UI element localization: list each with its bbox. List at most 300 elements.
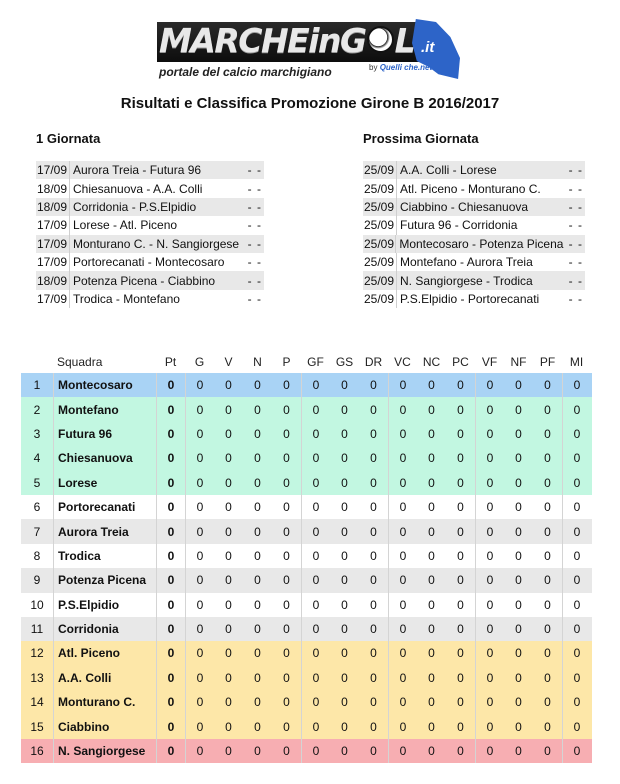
- team-position: 7: [33, 524, 41, 539]
- team-position: 10: [30, 597, 44, 612]
- stat-pc: 0: [457, 451, 464, 466]
- stat-nc: 0: [428, 622, 435, 637]
- team-name[interactable]: N. Sangiorgese: [53, 739, 156, 763]
- stat-pc: 0: [457, 719, 464, 734]
- column-header-pf: PF: [539, 354, 556, 369]
- stat-n: 0: [254, 378, 261, 393]
- fixture-row[interactable]: [36, 253, 264, 271]
- stat-pt: 0: [156, 495, 185, 519]
- standings-row[interactable]: [21, 690, 592, 714]
- fixture-teams[interactable]: Futura 96 - Corridonia: [400, 218, 518, 233]
- fixture-date: 18/09: [36, 271, 70, 289]
- team-name[interactable]: Monturano C.: [53, 690, 156, 714]
- stat-vc: 0: [388, 397, 417, 421]
- column-header-vf: VF: [481, 354, 498, 369]
- stat-p: 0: [283, 719, 290, 734]
- stat-pf: 0: [544, 670, 551, 685]
- fixture-date: 25/09: [363, 271, 397, 289]
- fixture-teams[interactable]: Portorecanati - Montecosaro: [73, 255, 225, 270]
- fixture-date: 25/09: [363, 253, 397, 271]
- stat-pf: 0: [544, 744, 551, 759]
- stat-vc: 0: [388, 641, 417, 665]
- stat-p: 0: [283, 402, 290, 417]
- stat-gs: 0: [341, 622, 348, 637]
- standings-row[interactable]: [21, 373, 592, 397]
- stat-v: 0: [225, 719, 232, 734]
- stat-pf: 0: [544, 719, 551, 734]
- standings-row[interactable]: [21, 471, 592, 495]
- stat-vc: 0: [388, 714, 417, 738]
- fixture-row[interactable]: [363, 179, 585, 197]
- standings-row[interactable]: [21, 568, 592, 592]
- stat-p: 0: [283, 573, 290, 588]
- current-round-title: 1 Giornata: [36, 131, 101, 146]
- stat-dr: 0: [370, 475, 377, 490]
- stat-nf: 0: [515, 573, 522, 588]
- stat-pc: 0: [457, 622, 464, 637]
- stat-pc: 0: [457, 500, 464, 515]
- stat-nc: 0: [428, 646, 435, 661]
- stat-gs: 0: [341, 695, 348, 710]
- stat-gs: 0: [341, 548, 348, 563]
- stat-pc: 0: [457, 548, 464, 563]
- stat-dr: 0: [370, 524, 377, 539]
- stat-nc: 0: [428, 475, 435, 490]
- stat-p: 0: [283, 670, 290, 685]
- fixture-row[interactable]: [36, 271, 264, 289]
- team-name[interactable]: P.S.Elpidio: [53, 593, 156, 617]
- stat-vf: 0: [475, 617, 504, 641]
- team-position: 13: [30, 670, 44, 685]
- fixture-row[interactable]: [36, 290, 264, 308]
- team-name[interactable]: Potenza Picena: [53, 568, 156, 592]
- standings-row[interactable]: [21, 495, 592, 519]
- team-position: 16: [30, 744, 44, 759]
- stat-gf: 0: [301, 568, 330, 592]
- stat-n: 0: [254, 622, 261, 637]
- stat-gs: 0: [341, 500, 348, 515]
- column-header-v: V: [224, 354, 233, 369]
- fixture-row[interactable]: [363, 216, 585, 234]
- fixture-row[interactable]: [363, 235, 585, 253]
- fixture-result: - -: [568, 163, 583, 178]
- stat-p: 0: [283, 597, 290, 612]
- stat-vf: 0: [475, 373, 504, 397]
- standings-row[interactable]: [21, 446, 592, 470]
- stat-pf: 0: [544, 597, 551, 612]
- stat-pt: 0: [156, 446, 185, 470]
- fixture-date: 25/09: [363, 290, 397, 308]
- fixture-teams[interactable]: N. Sangiorgese - Trodica: [400, 273, 533, 288]
- stat-p: 0: [283, 524, 290, 539]
- stat-pc: 0: [457, 670, 464, 685]
- stat-g: 0: [185, 617, 214, 641]
- stat-dr: 0: [370, 573, 377, 588]
- stat-p: 0: [283, 426, 290, 441]
- stat-pf: 0: [544, 500, 551, 515]
- stat-p: 0: [283, 475, 290, 490]
- team-position: 14: [30, 695, 44, 710]
- fixture-teams[interactable]: Potenza Picena - Ciabbino: [73, 273, 216, 288]
- stat-v: 0: [225, 378, 232, 393]
- current-round-fixtures: [36, 161, 264, 308]
- stat-n: 0: [254, 744, 261, 759]
- stat-n: 0: [254, 426, 261, 441]
- team-position: 1: [33, 378, 41, 393]
- stat-gf: 0: [301, 690, 330, 714]
- stat-g: 0: [185, 397, 214, 421]
- stat-pt: 0: [156, 397, 185, 421]
- stat-nc: 0: [428, 426, 435, 441]
- column-header-n: N: [253, 354, 262, 369]
- fixture-date: 25/09: [363, 235, 396, 253]
- column-header-p: P: [282, 354, 291, 369]
- stat-mi: 0: [562, 373, 591, 397]
- stat-mi: 0: [562, 495, 591, 519]
- stat-vc: 0: [388, 617, 417, 641]
- stat-nf: 0: [515, 597, 522, 612]
- stat-gs: 0: [341, 573, 348, 588]
- stat-pt: 0: [156, 471, 185, 495]
- stat-vf: 0: [475, 690, 504, 714]
- team-name[interactable]: Lorese: [53, 471, 156, 495]
- fixture-teams[interactable]: P.S.Elpidio - Portorecanati: [400, 291, 540, 306]
- fixture-result: - -: [568, 255, 583, 270]
- stat-dr: 0: [370, 426, 377, 441]
- stat-nf: 0: [515, 670, 522, 685]
- stat-gf: 0: [301, 422, 330, 446]
- stat-pc: 0: [457, 402, 464, 417]
- stat-n: 0: [254, 719, 261, 734]
- stat-p: 0: [283, 451, 290, 466]
- stat-g: 0: [185, 568, 214, 592]
- column-header-nf: NF: [510, 354, 527, 369]
- fixture-date: 18/09: [36, 198, 70, 216]
- fixture-result: - -: [247, 273, 262, 288]
- team-position: 9: [33, 573, 41, 588]
- fixture-date: 17/09: [36, 253, 70, 271]
- stat-pc: 0: [457, 475, 464, 490]
- standings-row[interactable]: [21, 617, 592, 641]
- stat-gf: 0: [301, 471, 330, 495]
- stat-pt: 0: [156, 519, 185, 543]
- stat-nc: 0: [428, 378, 435, 393]
- stat-v: 0: [225, 548, 232, 563]
- stat-g: 0: [185, 544, 214, 568]
- fixture-row[interactable]: [36, 235, 264, 253]
- stat-dr: 0: [370, 500, 377, 515]
- stat-n: 0: [254, 646, 261, 661]
- stat-vc: 0: [388, 373, 417, 397]
- stat-v: 0: [225, 524, 232, 539]
- stat-pf: 0: [544, 475, 551, 490]
- stat-vf: 0: [475, 666, 504, 690]
- stat-dr: 0: [370, 597, 377, 612]
- stat-nf: 0: [515, 744, 522, 759]
- stat-nc: 0: [428, 500, 435, 515]
- stat-vc: 0: [388, 471, 417, 495]
- fixture-result: - -: [247, 218, 262, 233]
- fixture-row[interactable]: [363, 290, 585, 308]
- stat-n: 0: [254, 475, 261, 490]
- fixture-result: - -: [247, 255, 262, 270]
- stat-gf: 0: [301, 519, 330, 543]
- stat-vf: 0: [475, 519, 504, 543]
- stat-v: 0: [225, 500, 232, 515]
- stat-gs: 0: [341, 378, 348, 393]
- fixture-teams[interactable]: Trodica - Montefano: [73, 291, 180, 306]
- stat-gf: 0: [301, 397, 330, 421]
- standings-row[interactable]: [21, 714, 592, 738]
- logo-by-credit: by Quelli che.net: [369, 63, 433, 72]
- fixture-teams[interactable]: Corridonia - P.S.Elpidio: [73, 199, 197, 214]
- logo-tld: .it: [421, 39, 435, 56]
- fixture-row[interactable]: [36, 216, 264, 234]
- fixture-result: - -: [247, 181, 262, 196]
- fixture-teams[interactable]: Atl. Piceno - Monturano C.: [400, 181, 541, 196]
- stat-v: 0: [225, 670, 232, 685]
- fixture-row[interactable]: [363, 271, 585, 289]
- next-round-fixtures: [363, 161, 585, 308]
- stat-vc: 0: [388, 422, 417, 446]
- stat-n: 0: [254, 500, 261, 515]
- stat-pf: 0: [544, 622, 551, 637]
- stat-gs: 0: [341, 597, 348, 612]
- fixture-teams[interactable]: Montecosaro - Potenza Picena: [399, 236, 564, 251]
- team-name[interactable]: Trodica: [53, 544, 156, 568]
- fixture-date: 17/09: [36, 216, 70, 234]
- stat-pf: 0: [544, 426, 551, 441]
- column-header-nc: NC: [422, 354, 441, 369]
- stat-gs: 0: [341, 744, 348, 759]
- column-header-gs: GS: [335, 354, 354, 369]
- fixture-date: 25/09: [363, 198, 397, 216]
- stat-gf: 0: [301, 666, 330, 690]
- stat-nf: 0: [515, 695, 522, 710]
- stat-n: 0: [254, 670, 261, 685]
- stat-nc: 0: [428, 451, 435, 466]
- column-header-pos: [21, 350, 53, 373]
- standings-row[interactable]: [21, 544, 592, 568]
- stat-vf: 0: [475, 714, 504, 738]
- standings-body: [21, 373, 592, 763]
- stat-g: 0: [185, 373, 214, 397]
- stat-v: 0: [225, 744, 232, 759]
- team-position: 12: [30, 646, 44, 661]
- column-header-squadra: Squadra: [57, 354, 103, 369]
- stat-g: 0: [185, 641, 214, 665]
- stat-n: 0: [254, 402, 261, 417]
- stat-gf: 0: [301, 373, 330, 397]
- stat-mi: 0: [562, 471, 591, 495]
- fixture-row[interactable]: [363, 198, 585, 216]
- stat-gs: 0: [341, 719, 348, 734]
- stat-nc: 0: [428, 524, 435, 539]
- fixture-result: - -: [247, 291, 262, 306]
- stat-pc: 0: [457, 426, 464, 441]
- fixture-row[interactable]: [36, 161, 264, 179]
- team-position: 15: [30, 719, 44, 734]
- standings-row[interactable]: [21, 593, 592, 617]
- standings-row[interactable]: [21, 422, 592, 446]
- fixture-teams[interactable]: Monturano C. - N. Sangiorgese: [73, 236, 240, 251]
- stat-nf: 0: [515, 548, 522, 563]
- stat-pc: 0: [457, 597, 464, 612]
- team-position: 6: [33, 500, 41, 515]
- stat-pt: 0: [156, 544, 185, 568]
- fixture-teams[interactable]: Chiesanuova - A.A. Colli: [73, 181, 203, 196]
- team-position: 4: [33, 451, 41, 466]
- stat-p: 0: [283, 500, 290, 515]
- stat-nf: 0: [515, 378, 522, 393]
- stat-gs: 0: [341, 670, 348, 685]
- page-title: Risultati e Classifica Promozione Girone B 2016/2017: [120, 95, 500, 112]
- stat-g: 0: [185, 666, 214, 690]
- stat-g: 0: [185, 690, 214, 714]
- fixture-teams[interactable]: Lorese - Atl. Piceno: [73, 218, 178, 233]
- fixture-teams[interactable]: Aurora Treia - Futura 96: [73, 163, 202, 178]
- stat-pc: 0: [457, 378, 464, 393]
- stat-pf: 0: [544, 524, 551, 539]
- stat-dr: 0: [370, 548, 377, 563]
- team-name[interactable]: Futura 96: [53, 422, 156, 446]
- standings-header-row: [21, 350, 592, 373]
- stat-nf: 0: [515, 475, 522, 490]
- fixture-result: - -: [568, 236, 583, 251]
- fixture-row[interactable]: [36, 198, 264, 216]
- stat-pt: 0: [156, 422, 185, 446]
- fixture-row[interactable]: [363, 161, 585, 179]
- team-position: 3: [33, 426, 41, 441]
- stat-vc: 0: [388, 446, 417, 470]
- fixture-date: 17/09: [36, 161, 70, 179]
- standings-row[interactable]: [21, 641, 592, 665]
- stat-mi: 0: [562, 446, 591, 470]
- stat-v: 0: [225, 402, 232, 417]
- fixture-teams[interactable]: Montefano - Aurora Treia: [400, 255, 533, 270]
- fixture-result: - -: [247, 199, 262, 214]
- stat-mi: 0: [562, 397, 591, 421]
- stat-nc: 0: [428, 670, 435, 685]
- standings-row[interactable]: [21, 519, 592, 543]
- team-name[interactable]: Corridonia: [53, 617, 156, 641]
- stat-mi: 0: [562, 641, 591, 665]
- stat-pt: 0: [156, 641, 185, 665]
- stat-g: 0: [185, 714, 214, 738]
- stat-p: 0: [283, 548, 290, 563]
- stat-vf: 0: [475, 593, 504, 617]
- stat-dr: 0: [370, 451, 377, 466]
- stat-vc: 0: [388, 495, 417, 519]
- stat-pf: 0: [544, 402, 551, 417]
- team-name[interactable]: Montefano: [53, 397, 156, 421]
- fixture-teams[interactable]: Ciabbino - Chiesanuova: [400, 199, 529, 214]
- team-position: 11: [30, 622, 44, 637]
- team-name[interactable]: Portorecanati: [53, 495, 156, 519]
- stat-n: 0: [254, 695, 261, 710]
- stat-gs: 0: [341, 426, 348, 441]
- column-header-pc: PC: [452, 354, 469, 369]
- stat-n: 0: [254, 524, 261, 539]
- stat-mi: 0: [562, 714, 591, 738]
- fixture-date: 25/09: [363, 179, 397, 197]
- stat-dr: 0: [370, 695, 377, 710]
- column-header-dr: DR: [364, 354, 383, 369]
- fixture-row[interactable]: [363, 253, 585, 271]
- team-name[interactable]: Chiesanuova: [53, 446, 156, 470]
- team-name[interactable]: A.A. Colli: [53, 666, 156, 690]
- stat-v: 0: [225, 622, 232, 637]
- stat-nc: 0: [428, 744, 435, 759]
- stat-mi: 0: [562, 422, 591, 446]
- stat-vf: 0: [475, 544, 504, 568]
- team-name[interactable]: Aurora Treia: [53, 519, 156, 543]
- stat-mi: 0: [562, 690, 591, 714]
- standings-row[interactable]: [21, 739, 592, 763]
- stat-vf: 0: [475, 446, 504, 470]
- soccer-ball-icon: [367, 26, 394, 53]
- stat-vf: 0: [475, 471, 504, 495]
- fixture-teams[interactable]: A.A. Colli - Lorese: [400, 163, 497, 178]
- site-logo[interactable]: [157, 19, 457, 79]
- standings-row[interactable]: [21, 666, 592, 690]
- stat-dr: 0: [370, 719, 377, 734]
- fixture-result: - -: [568, 181, 583, 196]
- stat-v: 0: [225, 426, 232, 441]
- column-header-g: G: [194, 354, 205, 369]
- standings-row[interactable]: [21, 397, 592, 421]
- stat-pf: 0: [544, 695, 551, 710]
- column-header-mi: MI: [569, 354, 584, 369]
- column-header-gf: GF: [307, 354, 324, 369]
- stat-vc: 0: [388, 544, 417, 568]
- stat-pf: 0: [544, 378, 551, 393]
- fixture-row[interactable]: [36, 179, 264, 197]
- stat-mi: 0: [562, 617, 591, 641]
- stat-pf: 0: [544, 646, 551, 661]
- stat-gs: 0: [341, 475, 348, 490]
- stat-gf: 0: [301, 593, 330, 617]
- stat-v: 0: [225, 475, 232, 490]
- stat-p: 0: [283, 744, 290, 759]
- stat-pt: 0: [156, 593, 185, 617]
- stat-vc: 0: [388, 690, 417, 714]
- stat-g: 0: [185, 739, 214, 763]
- stat-vf: 0: [475, 739, 504, 763]
- stat-dr: 0: [370, 402, 377, 417]
- stat-gf: 0: [301, 714, 330, 738]
- fixture-result: - -: [247, 236, 262, 251]
- stat-v: 0: [225, 573, 232, 588]
- stat-vc: 0: [388, 519, 417, 543]
- stat-vc: 0: [388, 666, 417, 690]
- stat-dr: 0: [370, 670, 377, 685]
- team-name[interactable]: Atl. Piceno: [53, 641, 156, 665]
- stat-gs: 0: [341, 402, 348, 417]
- team-position: 5: [33, 475, 41, 490]
- stat-dr: 0: [370, 622, 377, 637]
- fixture-result: - -: [568, 218, 583, 233]
- stat-n: 0: [254, 548, 261, 563]
- team-name[interactable]: Ciabbino: [53, 714, 156, 738]
- column-header-vc: VC: [394, 354, 411, 369]
- stat-pt: 0: [156, 690, 185, 714]
- logo-wordmark: MARCHEinG L: [159, 21, 415, 60]
- stat-v: 0: [225, 646, 232, 661]
- stat-pf: 0: [544, 451, 551, 466]
- stat-dr: 0: [370, 378, 377, 393]
- team-name[interactable]: Montecosaro: [53, 373, 156, 397]
